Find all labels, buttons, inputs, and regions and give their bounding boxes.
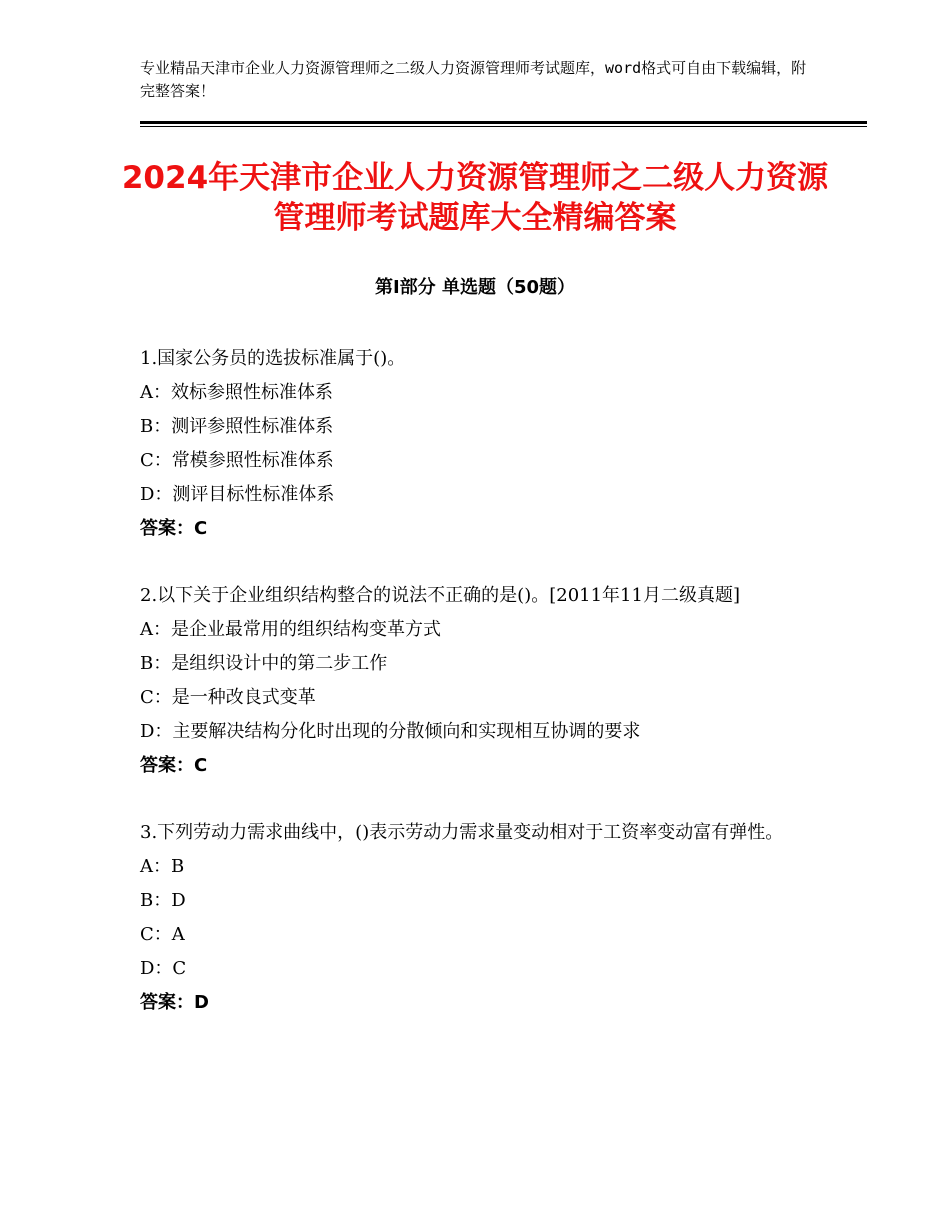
option-d: D：测评目标性标准体系 [140, 484, 335, 505]
option-d: D：主要解决结构分化时出现的分散倾向和实现相互协调的要求 [140, 721, 641, 742]
question-stem: 2.以下关于企业组织结构整合的说法不正确的是()。[2011年11月二级真题] [140, 585, 740, 606]
option-a: A：B [140, 856, 185, 877]
answer-line: 答案：D [140, 992, 209, 1013]
option-c: C：常模参照性标准体系 [140, 450, 334, 471]
answer-line: 答案：C [140, 755, 208, 776]
question-list [140, 342, 800, 1053]
section-title: 第Ⅰ部分 单选题（50题） [374, 277, 575, 298]
question-stem: 1.国家公务员的选拔标准属于()。 [140, 348, 406, 369]
option-b: B：测评参照性标准体系 [140, 416, 334, 437]
header-note: 专业精品天津市企业人力资源管理师之二级人力资源管理师考试题库，word格式可自由下载编辑，附完整答案！ [140, 59, 807, 100]
option-c: C：A [140, 924, 185, 945]
option-b: B：D [140, 890, 186, 911]
header-divider [140, 121, 867, 127]
question-3 [140, 816, 800, 1020]
document-title: 2024年天津市企业人力资源管理师之二级人力资源管理师考试题库大全精编答案 [121, 160, 829, 236]
option-a: A：是企业最常用的组织结构变革方式 [140, 619, 441, 640]
option-b: B：是组织设计中的第二步工作 [140, 653, 388, 674]
answer-line: 答案：C [140, 518, 208, 539]
option-a: A：效标参照性标准体系 [140, 382, 333, 403]
option-c: C：是一种改良式变革 [140, 687, 316, 708]
question-1 [140, 342, 800, 546]
question-2 [140, 579, 800, 783]
option-d: D：C [140, 958, 187, 979]
question-stem: 3.下列劳动力需求曲线中，()表示劳动力需求量变动相对于工资率变动富有弹性。 [140, 822, 784, 843]
